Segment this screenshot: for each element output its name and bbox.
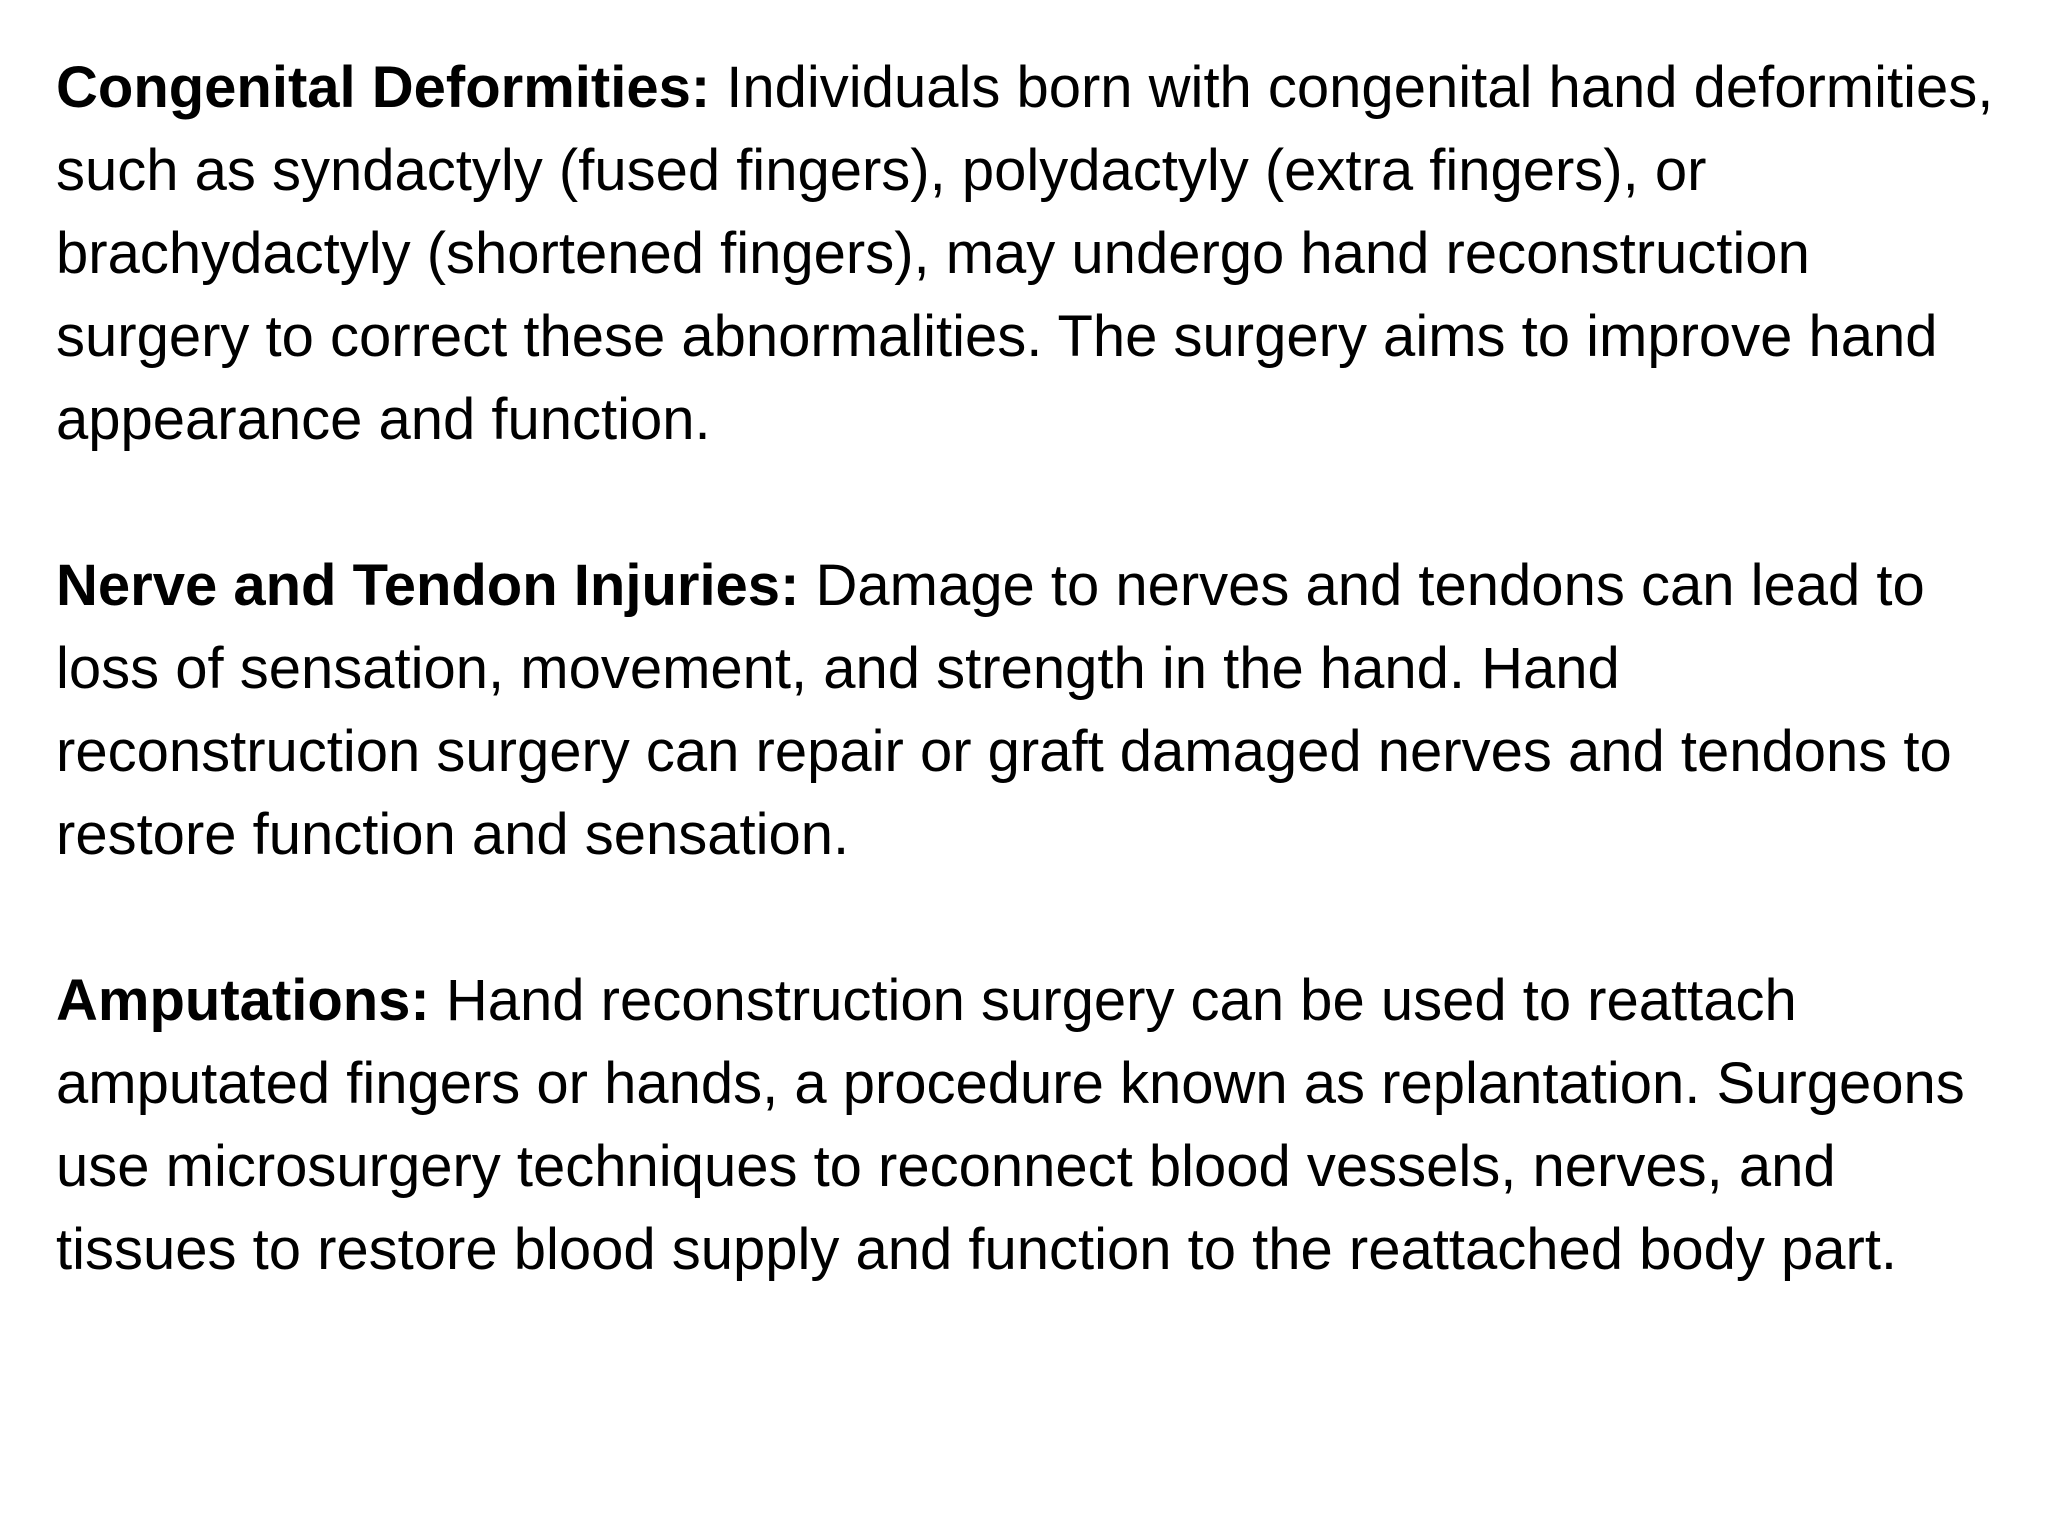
section-body: Damage to nerves and tendons can lead to loss of sensation, movement, and strength in the hand. Hand reconstruction surgery can repair or graft damaged nerves and tendons to restore function and sensation. bbox=[56, 553, 1952, 867]
slide-content bbox=[56, 46, 1996, 1291]
section-nerve-tendon-injuries bbox=[56, 544, 1996, 876]
section-heading: Amputations: bbox=[56, 968, 430, 1033]
section-body: Individuals born with congenital hand deformities, such as syndactyly (fused fingers), polydactyly (extra fingers), or brachydactyly (shortened fingers), may undergo hand reconstruction surgery to correct these abnormalities. The surgery aims to improve hand appearance and function. bbox=[56, 55, 1994, 452]
section-heading: Congenital Deformities: bbox=[56, 55, 711, 120]
section-heading: Nerve and Tendon Injuries: bbox=[56, 553, 800, 618]
section-body: Hand reconstruction surgery can be used to reattach amputated fingers or hands, a procedure known as replantation. Surgeons use microsurgery techniques to reconnect blood vessels, nerves, and tissues to restore blood supply and function to the reattached body part. bbox=[56, 968, 1965, 1282]
section-amputations bbox=[56, 959, 1996, 1291]
section-congenital-deformities bbox=[56, 46, 1996, 461]
